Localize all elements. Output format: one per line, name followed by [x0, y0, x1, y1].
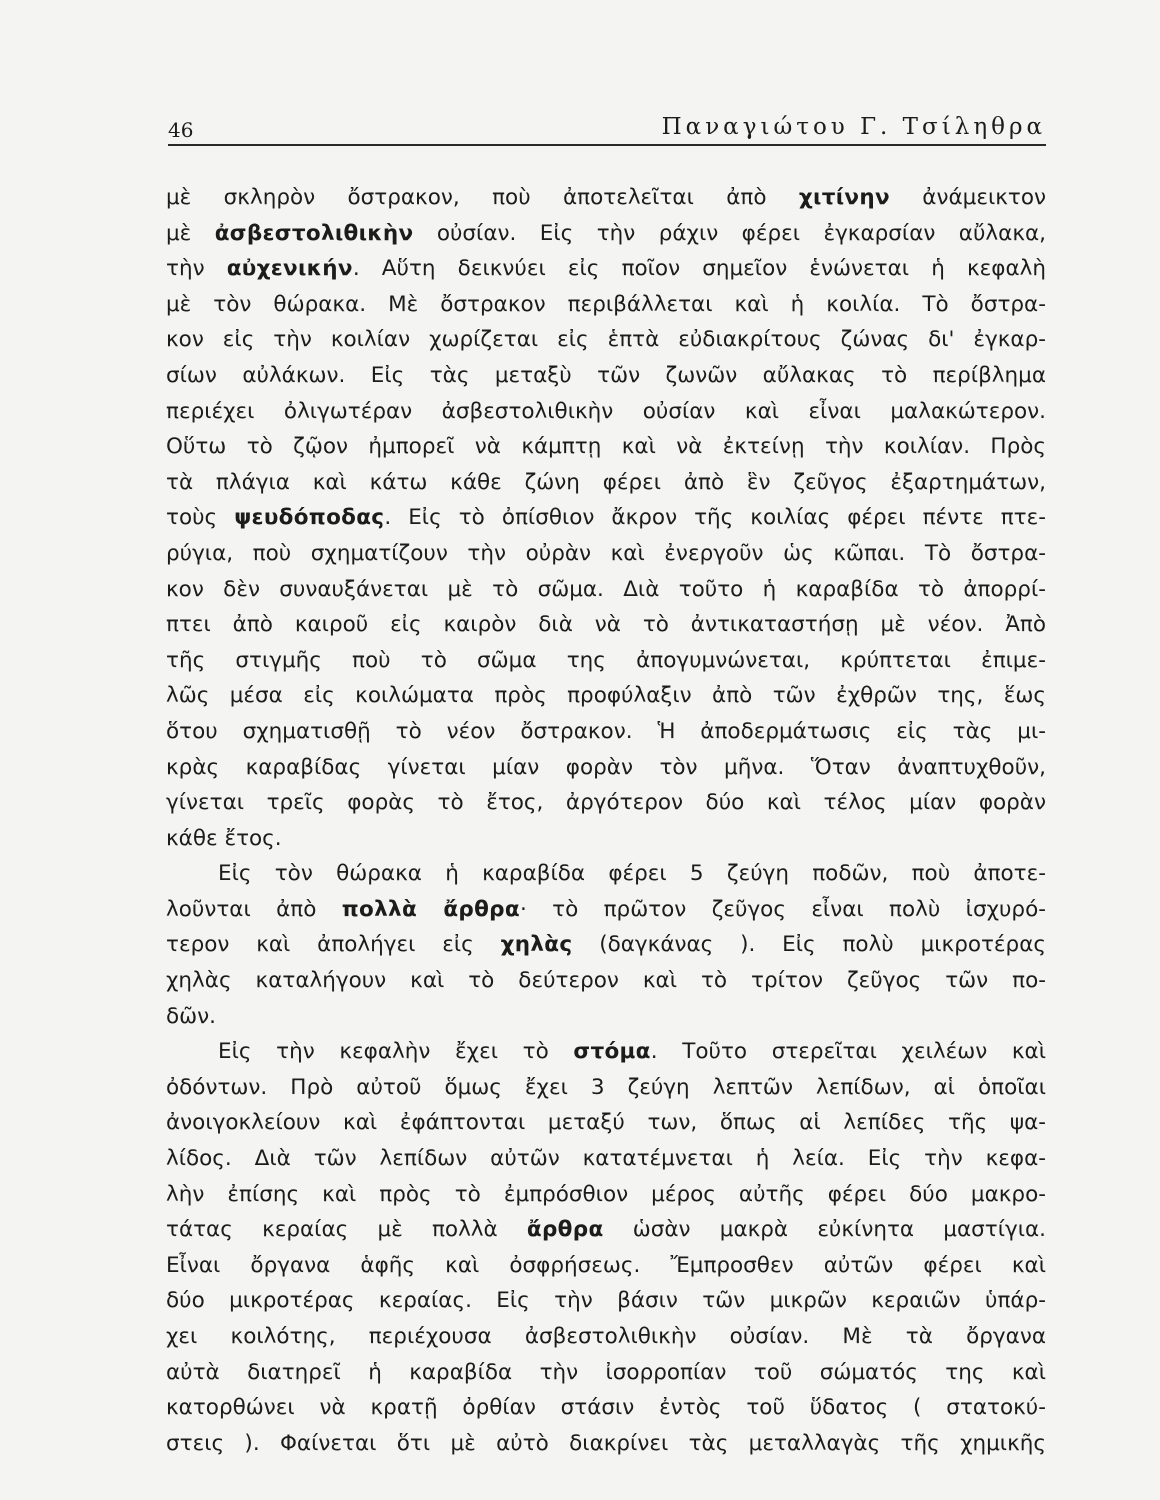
page-number: 46: [168, 118, 194, 142]
text-line: τάτας κεραίας μὲ πολλὰ ἄρθρα ὡσὰν μακρὰ εὐκίνητα μαστίγια.: [166, 1217, 1046, 1243]
text-line: τῆς στιγμῆς ποὺ τὸ σῶμα της ἀπογυμνώνεται, κρύπτεται ἐπιμε-: [166, 647, 1046, 673]
bold-term: πολλὰ ἄρθρα: [341, 896, 520, 922]
text-line: λὴν ἐπίσης καὶ πρὸς τὸ ἐμπρόσθιον μέρος αὐτῆς φέρει δύο μακρο-: [166, 1181, 1046, 1207]
text-line: στεις ). Φαίνεται ὅτι μὲ αὐτὸ διακρίνει τὰς μεταλλαγὰς τῆς χημικῆς: [166, 1430, 1046, 1456]
bold-term: στόμα: [573, 1039, 651, 1065]
bold-term: χιτίνην: [798, 185, 890, 210]
bold-term: ἀσβεστολιθικὴν: [214, 220, 414, 246]
bold-term: ψευδόποδας: [234, 505, 385, 531]
bold-term: αὐχενικήν: [226, 256, 353, 282]
text-line: λίδος. Διὰ τῶν λεπίδων αὐτῶν κατατέμνεται ἡ λεία. Εἰς τὴν κεφα-: [166, 1146, 1046, 1172]
text-line: μὲ τὸν θώρακα. Μὲ ὄστρακον περιβάλλεται καὶ ἡ κοιλία. Τὸ ὄστρα-: [166, 291, 1046, 317]
bold-term: χηλὰς: [500, 932, 573, 958]
text-line: Οὕτω τὸ ζῷον ἠμπορεῖ νὰ κάμπτῃ καὶ νὰ ἐκτείνῃ τὴν κοιλίαν. Πρὸς: [166, 434, 1046, 460]
text-line: γίνεται τρεῖς φορὰς τὸ ἔτος, ἀργότερον δύο καὶ τέλος μίαν φορὰν: [166, 790, 1046, 816]
text-line: λῶς μέσα εἰς κοιλώματα πρὸς προφύλαξιν ἀπὸ τῶν ἐχθρῶν της, ἕως: [166, 683, 1046, 709]
text-line: ἀνοιγοκλείουν καὶ ἐφάπτονται μεταξύ των, ὅπως αἱ λεπίδες τῆς ψα-: [166, 1110, 1046, 1136]
text-line: κον εἰς τὴν κοιλίαν χωρίζεται εἰς ἑπτὰ εὐδιακρίτους ζώνας δι' ἐγκαρ-: [166, 327, 1046, 353]
text-line: κρὰς καραβίδας γίνεται μίαν φορὰν τὸν μῆνα. Ὅταν ἀναπτυχθοῦν,: [166, 754, 1046, 780]
text-line: ὅτου σχηματισθῇ τὸ νέον ὄστρακον. Ἡ ἀποδερμάτωσις εἰς τὰς μι-: [166, 718, 1046, 744]
text-line: τερον καὶ ἀπολήγει εἰς χηλὰς (δαγκάνας ). Εἰς πολὺ μικροτέρας: [166, 932, 1046, 958]
text-line: κατορθώνει νὰ κρατῇ ὀρθίαν στάσιν ἐντὸς τοῦ ὕδατος ( στατοκύ-: [166, 1395, 1046, 1421]
text-line: κάθε ἔτος.: [166, 825, 282, 851]
text-line: κον δὲν συναυξάνεται μὲ τὸ σῶμα. Διὰ τοῦτο ἡ καραβίδα τὸ ἀπορρί-: [166, 576, 1046, 602]
text-line: τοὺς ψευδόποδας. Εἰς τὸ ὀπίσθιον ἄκρον τῆς κοιλίας φέρει πέντε πτε-: [166, 505, 1046, 531]
text-line: χηλὰς καταλήγουν καὶ τὸ δεύτερον καὶ τὸ τρίτον ζεῦγος τῶν πο-: [166, 968, 1046, 994]
text-line: χει κοιλότης, περιέχουσα ἀσβεστολιθικὴν οὐσίαν. Μὲ τὰ ὄργανα: [166, 1324, 1046, 1349]
text-line: Εἰς τὸν θώρακα ἡ καραβίδα φέρει 5 ζεύγη ποδῶν, ποὺ ἀποτε-: [218, 861, 1046, 887]
text-line: δῶν.: [166, 1003, 217, 1029]
text-line: πτει ἀπὸ καιροῦ εἰς καιρὸν διὰ νὰ τὸ ἀντικαταστήσῃ μὲ νέον. Ἀπὸ: [166, 612, 1046, 638]
bold-term: ἄρθρα: [526, 1217, 604, 1243]
body-text: [166, 180, 1046, 1461]
running-head: Παναγιώτου Γ. Τσίληθρα: [661, 114, 1046, 140]
text-line: λοῦνται ἀπὸ πολλὰ ἄρθρα· τὸ πρῶτον ζεῦγος εἶναι πολὺ ἰσχυρό-: [166, 896, 1046, 922]
text-line: τὰ πλάγια καὶ κάτω κάθε ζώνη φέρει ἀπὸ ἓν ζεῦγος ἐξαρτημάτων,: [166, 469, 1046, 495]
text-line: μὲ σκληρὸν ὄστρακον, ποὺ ἀποτελεῖται ἀπὸ χιτίνην ἀνάμεικτον: [166, 185, 1047, 210]
text-line: Εἰς τὴν κεφαλὴν ἔχει τὸ στόμα. Τοῦτο στερεῖται χειλέων καὶ: [218, 1039, 1046, 1065]
text-line: Εἶναι ὄργανα ἁφῆς καὶ ὀσφρήσεως. Ἔμπροσθεν αὐτῶν φέρει καὶ: [166, 1252, 1046, 1278]
text-line: σίων αὐλάκων. Εἰς τὰς μεταξὺ τῶν ζωνῶν αὔλακας τὸ περίβλημα: [166, 362, 1046, 388]
text-line: δύο μικροτέρας κεραίας. Εἰς τὴν βάσιν τῶν μικρῶν κεραιῶν ὑπάρ-: [166, 1288, 1046, 1314]
text-line: μὲ ἀσβεστολιθικὴν οὐσίαν. Εἰς τὴν ράχιν φέρει ἐγκαρσίαν αὔλακα,: [166, 220, 1046, 246]
page-header: [168, 108, 1046, 146]
text-line: ὀδόντων. Πρὸ αὐτοῦ ὅμως ἔχει 3 ζεύγη λεπτῶν λεπίδων, αἱ ὁποῖαι: [166, 1074, 1046, 1100]
text-line: τὴν αὐχενικήν. Αὕτη δεικνύει εἰς ποῖον σημεῖον ἑνώνεται ἡ κεφαλὴ: [166, 256, 1046, 282]
text-line: ρύγια, ποὺ σχηματίζουν τὴν οὐρὰν καὶ ἐνεργοῦν ὡς κῶπαι. Τὸ ὄστρα-: [166, 540, 1046, 566]
text-line: περιέχει ὀλιγωτέραν ἀσβεστολιθικὴν οὐσίαν καὶ εἶναι μαλακώτερον.: [166, 398, 1046, 424]
text-line: αὐτὰ διατηρεῖ ἡ καραβίδα τὴν ἰσορροπίαν τοῦ σώματός της καὶ: [166, 1359, 1046, 1385]
